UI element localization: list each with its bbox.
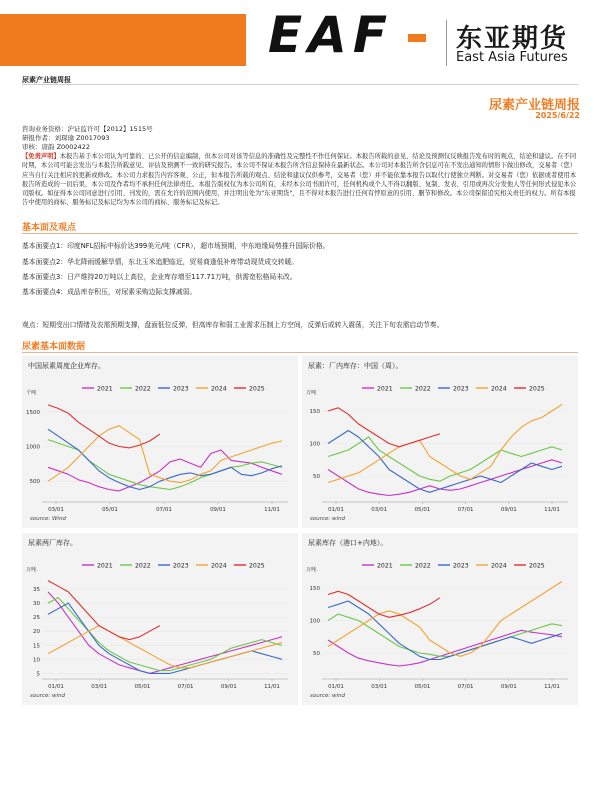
chart-panel-port-inland-inventory [302,533,578,705]
series-line-2025 [328,591,440,617]
line-chart [302,356,578,528]
fundamental-point-3: 基本面要点3：日产维持20万吨以上高位，企业库存增至117.71万吨，供需宽松格局未改。 [22,273,297,281]
series-line-2024 [328,582,562,657]
legend-label: 2024 [491,562,507,570]
y-tick-label: 25 [33,615,40,622]
x-tick-label: 09/01 [210,507,226,513]
legend-label: 2022 [135,385,151,393]
legend-label: 2025 [529,562,545,570]
legend-label: 2021 [377,562,393,570]
x-tick-label: 11/01 [544,507,560,513]
section-rule [22,233,578,234]
section-title-fundamentals: 基本面及观点 [22,223,77,233]
y-tick-label: 30 [33,601,40,608]
disclaimer-label: 【免责声明】 [22,153,60,160]
x-tick-label: 01/01 [328,684,344,690]
series-line-2022 [48,440,282,490]
license-line: 咨询业务资格：沪证监许可【2012】1515号 [22,125,153,133]
legend-label: 2022 [135,562,151,570]
report-title: 尿素产业链周报 [488,98,580,113]
legend-label: 2021 [377,385,393,393]
legend-label: 2023 [453,385,469,393]
y-tick-label: 15 [33,643,40,650]
series-line-2021 [328,630,562,666]
x-tick-label: 03/01 [48,507,64,513]
chart-source: source: wind [30,693,65,699]
view-summary: 观点：短期受出口情绪及农需预期支撑，盘面低位反弹，但高库存和弱工业需求压制上方空间，反弹后或转入震荡，关注下旬农需启动节奏。 [22,321,444,329]
disclaimer [22,152,578,208]
legend-label: 2021 [97,562,113,570]
author-line: 研报作者：刘琛瑜 Z0017093 [22,134,110,142]
x-tick-label: 05/01 [414,684,431,690]
legend-label: 2025 [249,385,265,393]
report-date: 2025/6/22 [535,111,580,120]
y-tick-label: 50 [313,474,320,480]
x-tick-label: 09/01 [500,507,517,513]
x-tick-label: 11/01 [264,507,280,513]
chart-panel-enterprise-inventory [22,356,298,528]
logo-divider [446,20,447,66]
y-axis-unit: 万吨 [26,567,37,573]
x-tick-label: 11/01 [544,684,560,690]
y-tick-label: 1500 [26,409,40,416]
x-tick-label: 09/01 [220,684,237,690]
y-tick-label: 35 [33,587,40,594]
series-line-2025 [328,408,440,447]
y-tick-label: 50 [313,651,320,657]
y-tick-label: 150 [309,586,320,592]
y-axis-unit: 万吨 [306,390,317,396]
legend-label: 2023 [173,385,189,393]
logo-orange-block [0,14,246,66]
document-tag: 尿素产业链周报 [22,76,71,84]
company-name-en: East Asia Futures [456,50,568,65]
series-line-2021 [48,592,282,674]
series-line-2023 [328,431,562,493]
section-rule [22,352,578,353]
chart-source: source: Wind [30,516,66,522]
x-tick-label: 03/01 [371,507,388,513]
legend-label: 2024 [211,562,227,570]
x-tick-label: 09/01 [500,684,517,690]
legend-label: 2023 [173,562,189,570]
x-tick-label: 03/01 [371,684,388,690]
y-tick-label: 20 [33,629,40,636]
x-tick-label: 05/01 [134,684,151,690]
legend-label: 2024 [491,385,507,393]
x-tick-label: 07/01 [156,507,172,513]
chart-title: 中国尿素周度企业库存。 [28,362,105,370]
y-tick-label: 5 [36,671,40,678]
chart-source: source: wind [310,516,345,522]
y-tick-label: 10 [33,657,40,664]
chart-title: 尿素两厂库存。 [28,539,77,547]
legend-label: 2025 [249,562,265,570]
y-tick-label: 100 [309,441,320,448]
legend-label: 2024 [211,385,227,393]
chart-title: 尿素库存（港口+内地）。 [308,539,388,547]
x-tick-label: 07/01 [457,684,474,690]
line-chart [22,356,298,528]
fundamental-point-1: 基本面要点1：印度NFL招标中标价达399美元/吨（CFR），超市场预期，中东地缘局势推升国际价格。 [22,242,330,250]
chart-panel-two-plant-inventory [22,533,298,705]
x-tick-label: 07/01 [177,684,194,690]
y-axis-unit: 千吨 [26,390,37,396]
logo-accent-bar [408,34,426,42]
x-tick-label: 03/01 [91,684,108,690]
legend-label: 2025 [529,385,545,393]
legend-label: 2021 [97,385,113,393]
series-line-2021 [328,460,562,496]
fundamental-point-4: 基本面要点4：成品库存积压，对尿素采购边际支撑减弱。 [22,288,197,296]
y-tick-label: 100 [309,618,320,625]
x-tick-label: 05/01 [414,507,431,513]
line-chart [22,533,298,705]
chart-panel-factory-inventory [302,356,578,528]
legend-label: 2023 [453,562,469,570]
x-tick-label: 05/01 [102,507,118,513]
series-line-2023 [328,601,562,660]
x-tick-label: 07/01 [457,507,474,513]
header-divider [22,84,578,85]
series-line-2023 [48,429,282,489]
line-chart [302,533,578,705]
y-axis-unit: 万吨 [306,567,317,573]
legend-label: 2022 [415,562,431,570]
fundamental-point-2: 基本面要点2：华北降雨缓解旱情，东北玉米追肥临近，贸易商逢低补库带动现货成交转暖。 [22,258,299,266]
company-name-cn: 东亚期货 [456,24,569,54]
disclaimer-text: 本报告基于本公司认为可靠的、已公开的信息编制，但本公司对该等信息的准确性及完整性不作任何保证。本报告所载的意见、结论及预测仅反映报告发布时的观点、结论和建议。在不同时期，本公司可能会发出与本报告所载意见、评估及预测不一致的研究报告。本公司不保证本报告所含信息保持在最新状态。本公司对本报告所含信息可在不发出通知的情形下做出修改，交易者（您）应当自行关注相应的更新或修改。本公司力求报告内容客观、公正，但本报告所载的观点、结论和建议仅供参考，交易者（您）并不能依靠本报告以取代行使独立判断。对交易者（您）依据或者使用本报告所造成的一切后果，本公司及作者均不承担任何法律责任。本报告版权仅为本公司所有，未经本公司书面许可，任何机构或个人不得以翻版、复制、发表、引用或再次分发他人等任何形式侵犯本公司版权。如征得本公司同意进行引用、刊发的，需在允许的范围内使用，并注明出处为"东亚期货"，且不得对本报告进行任何有悖原意的引用、删节和修改。本公司保留追究相关责任的权力。所有本报告中使用的商标、服务标记及标记均为本公司的商标、服务标记及标记。 [22,153,577,207]
x-tick-label: 01/01 [328,507,344,513]
series-line-2025 [48,405,160,448]
series-line-2021 [48,450,282,491]
y-tick-label: 150 [309,409,320,415]
y-tick-label: 500 [29,479,40,486]
company-logo: EAF [268,6,394,64]
x-tick-label: 01/01 [48,684,64,690]
series-line-2025 [48,581,160,640]
chart-source: source: wind [310,693,345,699]
y-tick-label: 1000 [26,444,40,451]
reviewer-line: 审核：唐韵 Z0002422 [22,143,90,151]
section-title-data: 尿素基本面数据 [22,342,86,352]
x-tick-label: 11/01 [264,684,280,690]
legend-label: 2022 [415,385,431,393]
chart-title: 尿素：厂内库存：中国（周）。 [308,362,403,370]
